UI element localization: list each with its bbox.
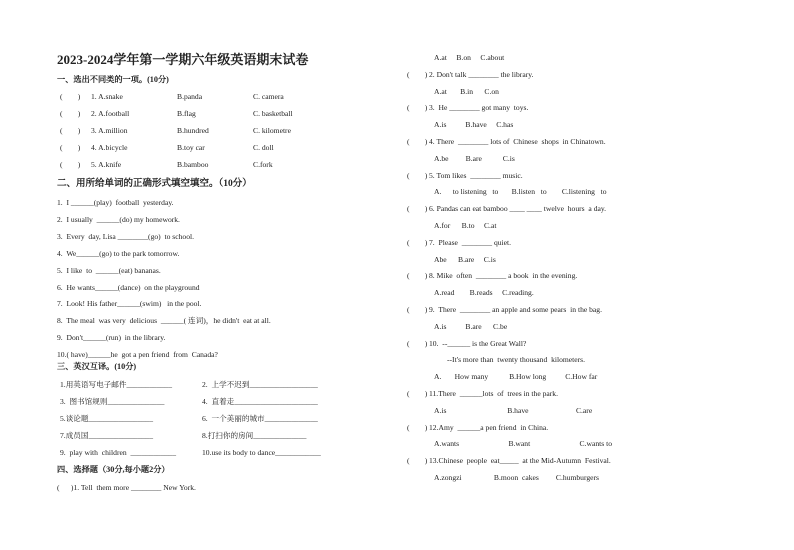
question-stem: 8. Mike often ________ a book in the evening. [429,271,578,281]
fill-item: 10.( have)______he got a pen friend from Canada? [57,350,218,360]
option-c: C. doll [253,143,274,152]
question-stem: 4. There ________ lots of Chinese shops in Chinatown. [429,137,606,146]
answer-options: A.for B.to C.at [434,221,497,230]
answer-paren: ( ) [407,137,428,146]
translate-item: 1.用英语写电子邮件____________ [60,380,173,389]
answer-options: A.wants B.want C.wants to [434,439,613,449]
section3-heading: 三、英汉互译。(10分) [57,362,137,371]
question-stem: 2. Don't talk ________ the library. [429,69,534,79]
option-a: 5. A.knife [91,160,122,169]
answer-paren: ( ) [60,143,81,152]
fill-item: 3. Every day, Lisa ________(go) to school. [57,231,195,241]
answer-options: A.zongzi B.moon cakes C.humburgers [434,473,600,482]
question-1: ( )1. Tell them more ________ New York. [57,483,196,492]
question-stem: 11.There ______lots of trees in the park. [429,389,558,398]
option-b: B.toy car [177,143,205,152]
option-c: C. basketball [253,109,293,118]
fill-item: 7. Look! His father______(swim) in the pool. [57,299,202,309]
answer-options: A.read B.reads C.reading. [434,288,534,298]
answer-paren: ( ) [407,103,428,113]
answer-options: A.be B.are C.is [434,153,515,163]
page-title: 2023-2024学年第一学期六年级英语期末试卷 [57,52,309,67]
option-a: 1. A.snake [91,92,123,101]
option-c: C.fork [253,160,273,169]
answer-paren: ( ) [407,271,428,281]
answer-options: A.is B.have C.has [434,120,514,130]
section4-heading: 四、选择题（30分,每小题2分） [57,465,170,474]
option-a: 2. A.football [91,109,130,118]
question-stem: 13.Chinese people eat_____ at the Mid-Autumn Festival. [429,456,611,466]
answer-paren: ( ) [407,422,428,432]
option-b: B.flag [177,109,196,118]
question-stem: 7. Please ________ quiet. [429,237,512,247]
fill-item: 8. The meal was very delicious ______( 连词)，he didn't eat at all. [57,316,271,326]
answer-paren: ( ) [60,92,81,101]
answer-options: A. to listening to B.listen to C.listening to [434,187,607,197]
option-b: B.bamboo [177,160,209,169]
translate-item: 3. 图书馆规则_______________ [60,397,165,406]
answer-paren: ( ) [407,204,428,214]
translate-item: 7.成员国_________________ [60,431,154,440]
translate-item: 6. 一个美丽的城市______________ [202,414,318,423]
option-b: B.panda [177,92,203,101]
fill-item: 1. I ______(play) football yesterday. [57,198,174,207]
answer-options: Abe B.are C.is [434,254,496,264]
option-a: 3. A.million [91,126,128,135]
question-stem: 10. --______ is the Great Wall? [429,338,527,348]
answer-paren: ( ) [407,456,428,466]
answer-paren: ( ) [407,389,428,398]
question-stem: 9. There ________ an apple and some pears in the bag. [429,305,602,314]
answer-options: A.is B.have C.are [434,405,593,415]
section1-heading: 一、选出不同类的一项。(10分) [57,75,169,84]
fill-item: 4. We______(go) to the park tomorrow. [57,248,180,258]
question-stem: 5. Tom likes ________ music. [429,170,523,180]
translate-item: 9. play with children ____________ [60,448,177,457]
answer-options: A.is B.are C.be [434,321,508,331]
translate-item: 8.打扫你的房间______________ [202,431,307,440]
section2-heading: 二、用所给单词的正确形式填空填空。（10分） [57,179,252,189]
answer-paren: ( ) [60,109,81,118]
answer-paren: ( ) [407,237,428,247]
answer-paren: ( ) [407,170,428,180]
translate-item: 5.谈论题_________________ [60,414,154,423]
answer-paren: ( ) [407,338,428,348]
fill-item: 6. He wants______(dance) on the playground [57,282,200,292]
answer-paren: ( ) [60,160,81,169]
option-c: C. kilometre [253,126,291,135]
answer-options: A.at B.in C.on [434,86,499,96]
fill-item: 9. Don't______(run) in the library. [57,333,166,343]
translate-item: 2. 上学不迟到__________________ [202,380,318,389]
question-stem: 3. He ________ got many toys. [429,103,529,113]
translate-item: 10.use its body to dance____________ [202,448,321,457]
answer-options: A. How many B.How long C.How far [434,372,598,382]
answer-paren: ( ) [60,126,81,135]
fill-item: 5. I like to ______(eat) bananas. [57,265,161,275]
option-c: C. camera [253,92,284,101]
fill-item: 2. I usually ______(do) my homework. [57,214,180,224]
translate-item: 4. 直着走______________________ [202,397,318,406]
answer-paren: ( ) [407,69,428,79]
option-a: 4. A.bicycle [91,143,128,152]
question-stem: 12.Amy ______a pen friend in China. [429,422,549,432]
question-stem: 6. Pandas can eat bamboo ____ ____ twelve hours a day. [429,204,607,214]
option-b: B.hundred [177,126,209,135]
question-subline: --It's more than twenty thousand kilometers. [447,355,586,365]
answer-paren: ( ) [407,305,428,314]
answer-options: A.at B.on C.about [434,53,505,62]
